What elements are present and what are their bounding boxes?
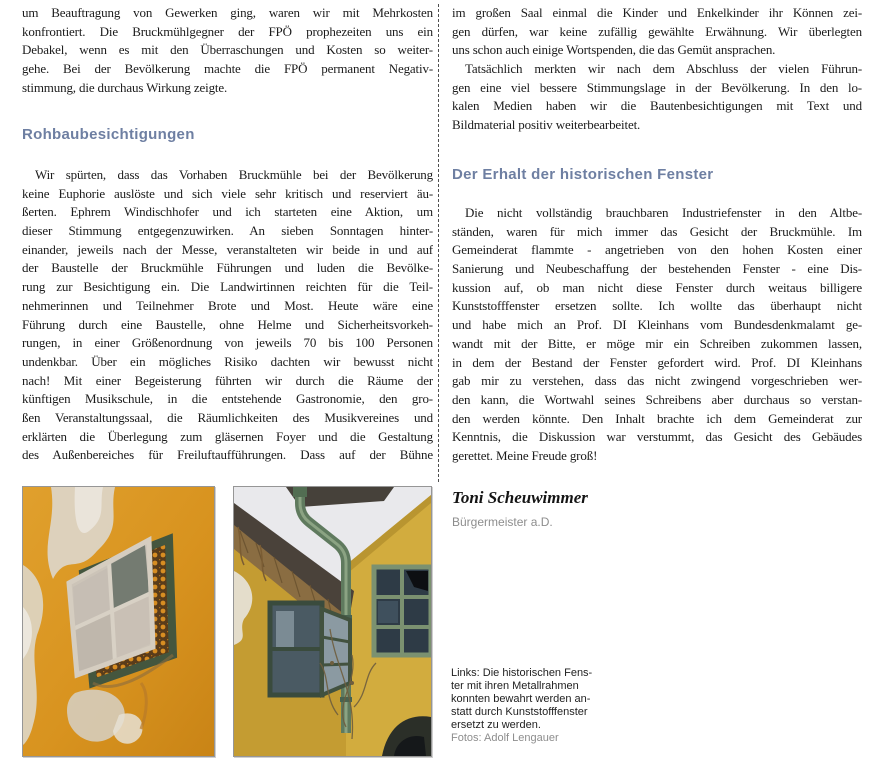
text-line: uns schon auch einige Wortspenden, die das Gemüt ansprachen.	[452, 42, 776, 58]
text-line: nehmerinnen und Teilnehmer Brote und Most. Heute wäre eine	[22, 297, 433, 313]
photo-window-closeup	[22, 486, 215, 757]
text-line: kalen Medien haben wir die Bautenbesichtigungen mit Text und	[452, 98, 862, 114]
photo-credit: Fotos: Adolf Lengauer	[451, 732, 559, 744]
photo-caption	[451, 667, 601, 745]
text-line: nach! Mit einer Begeisterung führten wir durch die Räume der	[22, 372, 433, 388]
text-line: ständen, waren für mich immer das Gesicht der Bruckmühle. Im	[452, 223, 862, 239]
text-line: gen eine viel bessere Stimmungslage in der Bevölkerung. In den lo-	[452, 79, 862, 95]
text-line: des Außenbereiches für Freiluftaufführungen. Dass auf der Bühne	[22, 447, 433, 463]
paragraph-right-1	[452, 4, 862, 60]
text-line: gab mir zu verstehen, dass das nicht zwingend vorgeschrieben wer-	[452, 373, 862, 389]
author-signature: Toni Scheuwimmer	[452, 488, 588, 507]
text-line: gen dürfen, war keine zufällig gewählte Erwähnung. Wir überlegten	[452, 23, 862, 39]
text-line: Führung durch eine Baustelle, ohne Helme und Sicherheitsvorkeh-	[22, 316, 433, 332]
text-line: Sanierung und Neubeschaffung der bestehenden Fenster - eine Dis-	[452, 261, 862, 277]
text-line: undenkbar. Über ein mögliches Risiko dachten wir bewusst nicht	[22, 353, 433, 369]
column-divider	[438, 4, 439, 482]
text-line: konnten bewahrt werden an-	[451, 693, 591, 705]
text-line: einander, jeweils nach der Messe, veranstalteten wir beide in und auf	[22, 241, 433, 257]
text-line: in dem der Bestand der Fenster gefordert wird. Prof. DI Kleinhans	[452, 354, 862, 370]
text-line: ßerten. Ephrem Windischhofer und ich starteten eine Aktion, um	[22, 204, 433, 220]
text-line: künftigen Musikschule, in die entstehende Gastronomie, den gro-	[22, 391, 433, 407]
text-line: und habe mich an Prof. DI Kleinhans vom Bundesdenkmalamt ge-	[452, 317, 862, 333]
text-line: statt durch Kunststofffenster	[451, 706, 588, 718]
text-line: Kenntnis, die Diskussion war verstummt, das Gesicht des Gebäudes	[452, 429, 862, 445]
text-line: ßen Veranstaltungssaal, die Räumlichkeiten des Musikvereines und	[22, 409, 433, 425]
text-line: Gemeinderat flammte - angetrieben von den hohen Kosten einer	[452, 242, 862, 258]
text-line: gerettet. Meine Freude groß!	[452, 447, 598, 463]
text-line: Links: Die historischen Fens-	[451, 667, 593, 679]
text-line: dieser Stimmung entgegenzuwirken. An sieben Sonntagen hinter-	[22, 223, 433, 239]
paragraph-right-3	[452, 204, 862, 466]
text-line: im großen Saal einmal die Kinder und Enkelkinder ihr Können zei-	[452, 5, 862, 20]
photo-caption-text	[451, 667, 601, 732]
text-line: der Baustelle der Bruckmühle Führungen und luden die Bevölke-	[22, 260, 433, 276]
text-line: konfrontiert. Die Bruckmühlgegner der FPÖ prophezeiten uns ein	[22, 23, 433, 39]
text-line: Debakel, wenn es mit den Überraschungen und Kosten so weiter-	[22, 42, 433, 58]
photo-window-closeup-image	[23, 487, 214, 756]
paragraph-left-2	[22, 166, 433, 465]
text-line: ersetzt zu werden.	[451, 719, 541, 731]
paragraph-right-2	[452, 60, 862, 135]
paragraph-left-1	[22, 4, 433, 97]
text-line: Wir spürten, dass das Vorhaben Bruckmühle bei der Bevölkerung	[35, 167, 433, 182]
text-line: Kunststofffenster ersetzen sollte. Ich wollte das überhaupt nicht	[452, 298, 862, 314]
text-line: rungen, in einer Größenordnung von jeweils 70 bis 100 Personen	[22, 335, 433, 351]
text-line: keine Euphorie auslöste und sich viele sehr kritisch und reserviert äu-	[22, 185, 433, 201]
text-line: den kann, die Wortwahl seines Schreibens aber durchaus so verstan-	[452, 391, 862, 407]
text-line: wandt mit der Bitte, er möge mir ein Schreiben zukommen lassen,	[452, 335, 862, 351]
author-title: Bürgermeister a.D.	[452, 515, 553, 529]
photo-building-corner	[233, 486, 432, 757]
text-line: den werden könnte. Den Inhalt brachte ich dem Gemeinderat zur	[452, 410, 862, 426]
text-line: Die nicht vollständig brauchbaren Industriefenster in den Altbe-	[465, 205, 862, 220]
section-heading-erhalt-der-fenster: Der Erhalt der historischen Fenster	[452, 166, 714, 183]
section-heading-rohbaubesichtigungen: Rohbaubesichtigungen	[22, 126, 195, 143]
text-line: stimmung, die durchaus Wirkung zeigte.	[22, 79, 228, 95]
text-line: Tatsächlich merkten wir nach dem Abschluss der vielen Führun-	[465, 61, 862, 77]
text-line: kussion auf, ob man nicht diese Fenster durch weitaus billigere	[452, 279, 862, 295]
text-line: ter mit ihren Metallrahmen	[451, 680, 579, 692]
text-line: erklärten die Überlegung zum gläsernen Foyer und die Gestaltung	[22, 428, 433, 444]
text-line: rung zur Besichtigung ein. Die Landwirtinnen reichten für die Teil-	[22, 279, 433, 295]
text-line: gehe. Bei der Bevölkerung machte die FPÖ permanent Negativ-	[22, 61, 433, 77]
text-line: um Beauftragung von Gewerken ging, waren wir mit Mehrkosten	[22, 5, 433, 20]
photo-building-corner-image	[234, 487, 431, 756]
text-line: Bildmaterial positiv weiterbearbeitet.	[452, 117, 641, 133]
